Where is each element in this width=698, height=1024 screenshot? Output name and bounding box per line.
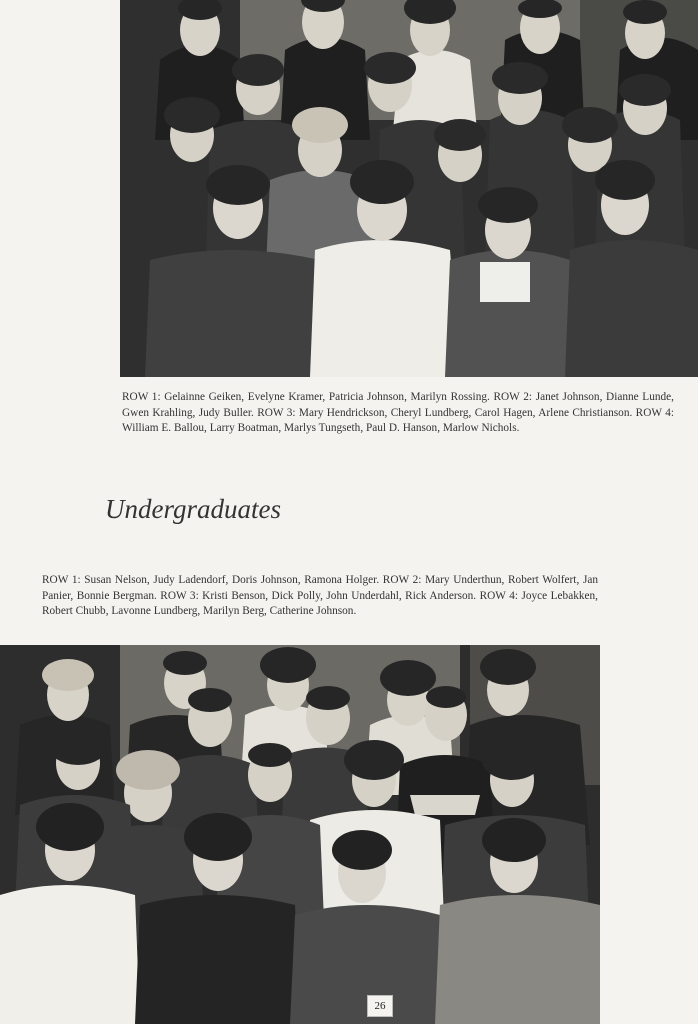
group-photo-bottom (0, 645, 600, 1024)
group-photo-top-image (120, 0, 698, 377)
bottom-photo-caption: ROW 1: Susan Nelson, Judy Ladendorf, Doris Johnson, Ramona Holger. ROW 2: Mary Underthun, Robert Wolfert, Jan Panier, Bonnie Bergman. ROW 3: Kristi Benson, Dick Polly, John Underdahl, Rick Anderson. ROW 4: Joyce Lebakken, Robert Chubb, Lavonne Lundberg, Marilyn Berg, Catherine Johnson. (42, 574, 598, 617)
top-photo-caption: ROW 1: Gelainne Geiken, Evelyne Kramer, Patricia Johnson, Marilyn Rossing. ROW 2: Janet Johnson, Dianne Lunde, Gwen Krahling, Judy Buller. ROW 3: Mary Hendrickson, Cheryl Lundberg, Carol Hagen, Arlene Christianson. ROW 4: William E. Ballou, Larry Boatman, Marlys Tungseth, Paul D. Hanson, Marlow Nichols. (122, 391, 674, 434)
group-photo-top (120, 0, 698, 377)
page-number: 26 (367, 995, 393, 1017)
group-photo-bottom-image (0, 645, 600, 1024)
section-title: Undergraduates (105, 494, 281, 524)
